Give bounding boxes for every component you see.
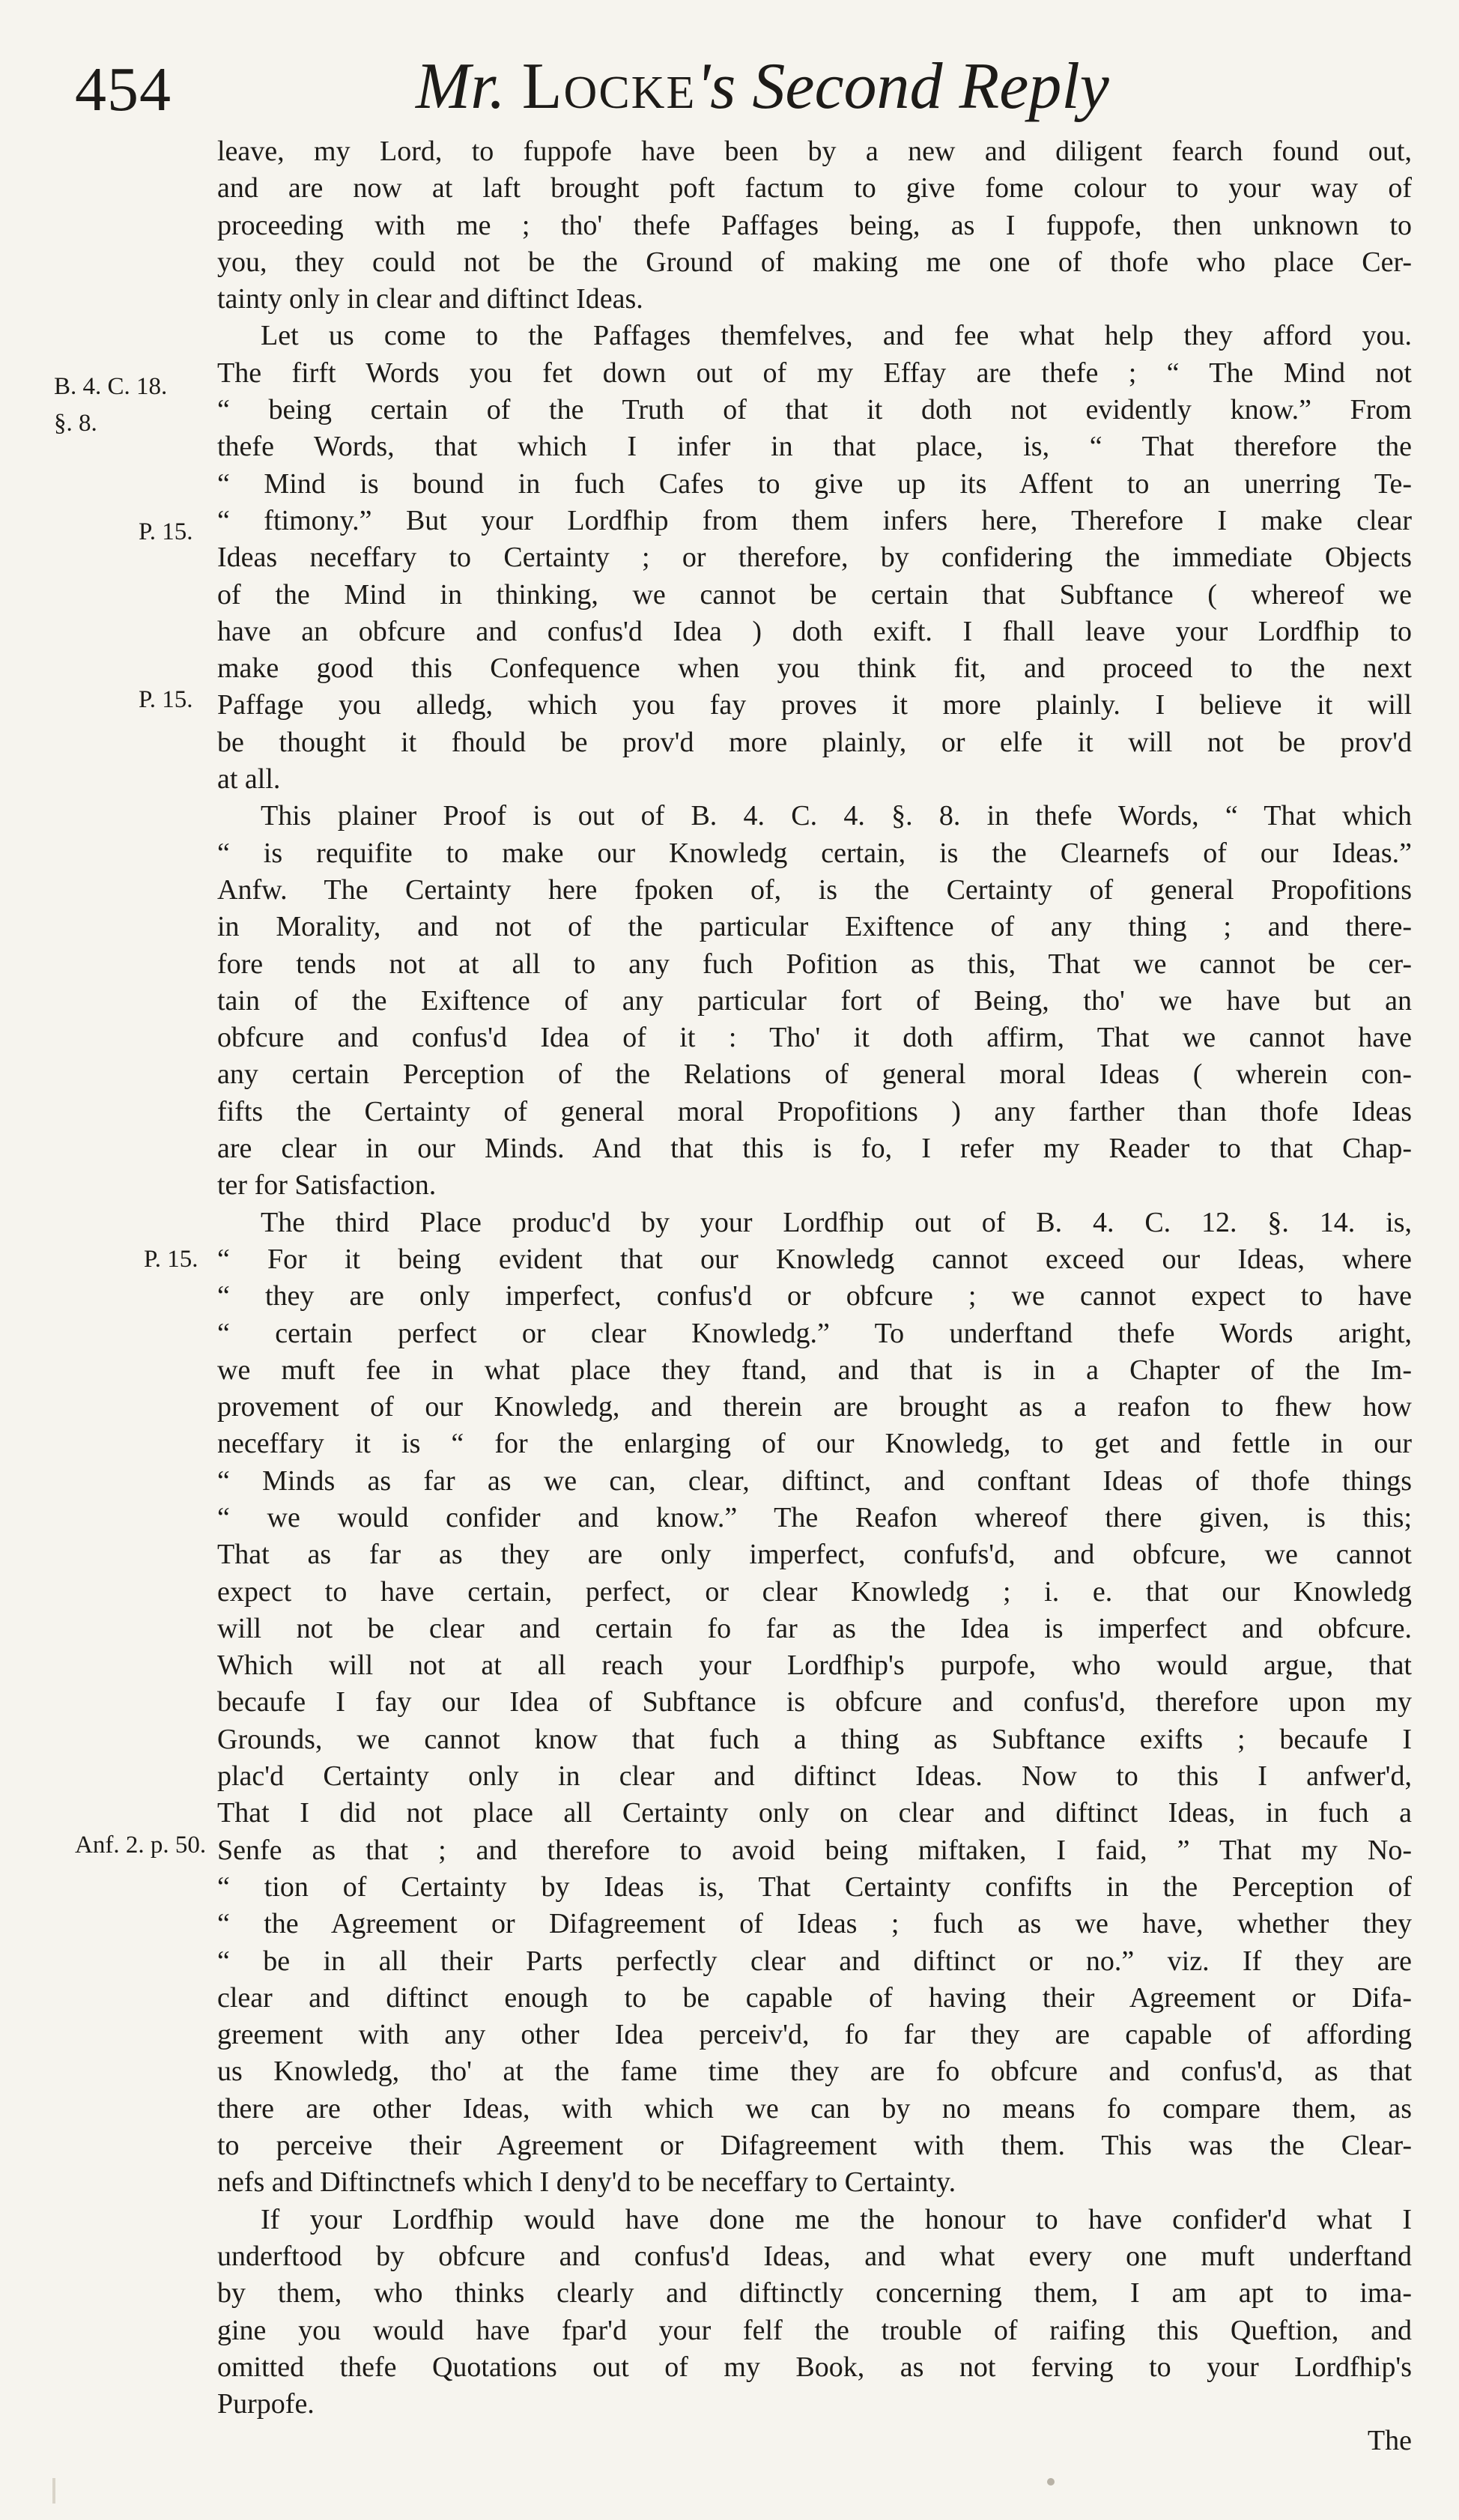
text-line: and are now at laft brought poft factum to give fome colour to your way of xyxy=(217,172,1412,205)
page-number: 454 xyxy=(75,55,172,124)
text-line: to perceive their Agreement or Difagreement with them. This was the Clear- xyxy=(217,2130,1412,2162)
running-head xyxy=(416,50,1109,123)
text-line: tain of the Exiftence of any particular fort of Being, tho' we have but an xyxy=(217,984,1412,1017)
text-line: “ Minds as far as we can, clear, diftinct, and conftant Ideas of thofe things xyxy=(217,1465,1412,1497)
text-line: fifts the Certainty of general moral Propofitions ) any farther than thofe Ideas xyxy=(217,1095,1412,1127)
text-line: Which will not at all reach your Lordfhip's purpofe, who would argue, that xyxy=(217,1650,1412,1682)
text-line: “ certain perfect or clear Knowledg.” To underftand thefe Words aright, xyxy=(217,1317,1412,1349)
text-line: That I did not place all Certainty only on clear and diftinct Ideas, in fuch a xyxy=(217,1797,1412,1829)
text-line: are clear in our Minds. And that this is fo, I refer my Reader to that Chap- xyxy=(217,1133,1412,1165)
text-line: plac'd Certainty only in clear and diftinct Ideas. Now to this I anfwer'd, xyxy=(217,1760,1412,1793)
text-line: “ the Agreement or Difagreement of Ideas ; fuch as we have, whether they xyxy=(217,1908,1412,1940)
margin-note-page: P. 15. xyxy=(144,1246,198,1273)
text-line: us Knowledg, tho' at the fame time they are fo obfcure and confus'd, as that xyxy=(217,2056,1412,2088)
text-line: Senfe as that ; and therefore to avoid being miftaken, I faid, ” That my No- xyxy=(217,1834,1412,1866)
margin-note-section: §. 8. xyxy=(54,410,97,437)
text-line: greement with any other Idea perceiv'd, fo far they are capable of affording xyxy=(217,2019,1412,2051)
running-head-suffix: 's Second Reply xyxy=(696,50,1109,123)
text-line: tainty only in clear and diftinct Ideas. xyxy=(217,283,643,315)
text-line: “ we would confider and know.” The Reafon whereof there given, is this; xyxy=(217,1501,1412,1533)
text-line: proceeding with me ; tho' thefe Paffages being, as I fuppofe, then unknown to xyxy=(217,209,1412,241)
text-line: in Morality, and not of the particular Exiftence of any thing ; and there- xyxy=(217,911,1412,943)
text-line: “ tion of Certainty by Ideas is, That Certainty confifts in the Perception of xyxy=(217,1871,1412,1903)
catchword: The xyxy=(1367,2425,1412,2457)
margin-note-page: P. 15. xyxy=(139,518,193,545)
text-line: “ be in all their Parts perfectly clear and diftinct or no.” viz. If they are xyxy=(217,1945,1412,1977)
paragraph-start: Let us come to the Paffages themfelves, and fee what help they afford you. xyxy=(261,320,1412,352)
text-line: provement of our Knowledg, and therein are brought as a reafon to fhew how xyxy=(217,1391,1412,1423)
text-line: That as far as they are only imperfect, confufs'd, and obfcure, we cannot xyxy=(217,1539,1412,1571)
text-line: clear and diftinct enough to be capable of having their Agreement or Difa- xyxy=(217,1981,1412,2014)
text-line: you, they could not be the Ground of making me one of thofe who place Cer- xyxy=(217,246,1412,278)
paragraph-start: The third Place produc'd by your Lordfhip out of B. 4. C. 12. §. 14. is, xyxy=(261,1206,1412,1238)
text-line: “ being certain of the Truth of that it doth not evidently know.” From xyxy=(217,394,1412,426)
text-line: “ they are only imperfect, confus'd or obfcure ; we cannot expect to have xyxy=(217,1280,1412,1312)
paragraph-start: This plainer Proof is out of B. 4. C. 4. §. 8. in thefe Words, “ That which xyxy=(261,800,1412,832)
text-line: thefe Words, that which I infer in that place, is, “ That therefore the xyxy=(217,431,1412,463)
running-head-name: Locke xyxy=(521,50,697,123)
text-line: neceffary it is “ for the enlarging of our Knowledg, to get and fettle in our xyxy=(217,1428,1412,1460)
text-line: “ Mind is bound in fuch Cafes to give up its Affent to an unerring Te- xyxy=(217,467,1412,500)
text-line: becaufe I fay our Idea of Subftance is obfcure and confus'd, therefore upon my xyxy=(217,1686,1412,1718)
text-line: “ ftimony.” But your Lordfhip from them infers here, Therefore I make clear xyxy=(217,504,1412,536)
text-line: “ For it being evident that our Knowledg cannot exceed our Ideas, where xyxy=(217,1243,1412,1275)
text-line: by them, who thinks clearly and diftinctly concerning them, I am apt to ima- xyxy=(217,2277,1412,2310)
text-line: there are other Ideas, with which we can by no means fo compare them, as xyxy=(217,2092,1412,2124)
paragraph-start: If your Lordfhip would have done me the honour to have confider'd what I xyxy=(261,2203,1412,2235)
text-line: Paffage you alledg, which you fay proves it more plainly. I believe it will xyxy=(217,689,1412,721)
text-line: any certain Perception of the Relations of general moral Ideas ( wherein con- xyxy=(217,1058,1412,1091)
text-line: Grounds, we cannot know that fuch a thing as Subftance exifts ; becaufe I xyxy=(217,1723,1412,1755)
text-line: underftood by obfcure and confus'd Ideas, and what every one muft underftand xyxy=(217,2240,1412,2272)
text-line: make good this Confequence when you think fit, and proceed to the next xyxy=(217,652,1412,685)
text-line: obfcure and confus'd Idea of it : Tho' it doth affirm, That we cannot have xyxy=(217,1022,1412,1054)
text-line: gine you would have fpar'd your felf the trouble of raifing this Queftion, and xyxy=(217,2314,1412,2346)
text-line: expect to have certain, perfect, or clear Knowledg ; i. e. that our Knowledg xyxy=(217,1575,1412,1608)
text-line: of the Mind in thinking, we cannot be certain that Subftance ( whereof we xyxy=(217,578,1412,611)
text-line: omitted thefe Quotations out of my Book, as not ferving to your Lordfhip's xyxy=(217,2351,1412,2383)
gutter-mark xyxy=(52,2478,55,2504)
text-line: we muft fee in what place they ftand, and that is in a Chapter of the Im- xyxy=(217,1354,1412,1386)
text-line: at all. xyxy=(217,763,281,796)
text-line: The firft Words you fet down out of my Effay are thefe ; “ The Mind not xyxy=(217,357,1412,389)
running-head-prefix: Mr. xyxy=(416,50,506,123)
text-line: be thought it fhould be prov'd more plainly, or elfe it will not be prov'd xyxy=(217,726,1412,758)
text-line: have an obfcure and confus'd Idea ) doth exift. I fhall leave your Lordfhip to xyxy=(217,615,1412,647)
ink-speck xyxy=(1047,2478,1055,2486)
text-line: Ideas neceffary to Certainty ; or therefore, by confidering the immediate Objects xyxy=(217,542,1412,574)
text-line: Purpofe. xyxy=(217,2388,315,2420)
text-line: ter for Satisfaction. xyxy=(217,1169,437,1202)
text-line: Anfw. The Certainty here fpoken of, is the Certainty of general Propofitions xyxy=(217,873,1412,906)
margin-note-answer-reference: Anf. 2. p. 50. xyxy=(75,1832,207,1859)
body-text xyxy=(217,133,1412,2460)
margin-note-page: P. 15. xyxy=(139,686,193,713)
text-line: will not be clear and certain fo far as the Idea is imperfect and obfcure. xyxy=(217,1612,1412,1644)
text-line: fore tends not at all to any fuch Pofition as this, That we cannot be cer- xyxy=(217,948,1412,980)
text-line: leave, my Lord, to fuppofe have been by a new and diligent fearch found out, xyxy=(217,136,1412,167)
text-line: nefs and Diftinctnefs which I deny'd to be neceffary to Certainty. xyxy=(217,2166,956,2199)
text-line: “ is requifite to make our Knowledg certain, is the Clearnefs of our Ideas.” xyxy=(217,837,1412,869)
margin-note-book-chapter: B. 4. C. 18. xyxy=(54,373,168,400)
